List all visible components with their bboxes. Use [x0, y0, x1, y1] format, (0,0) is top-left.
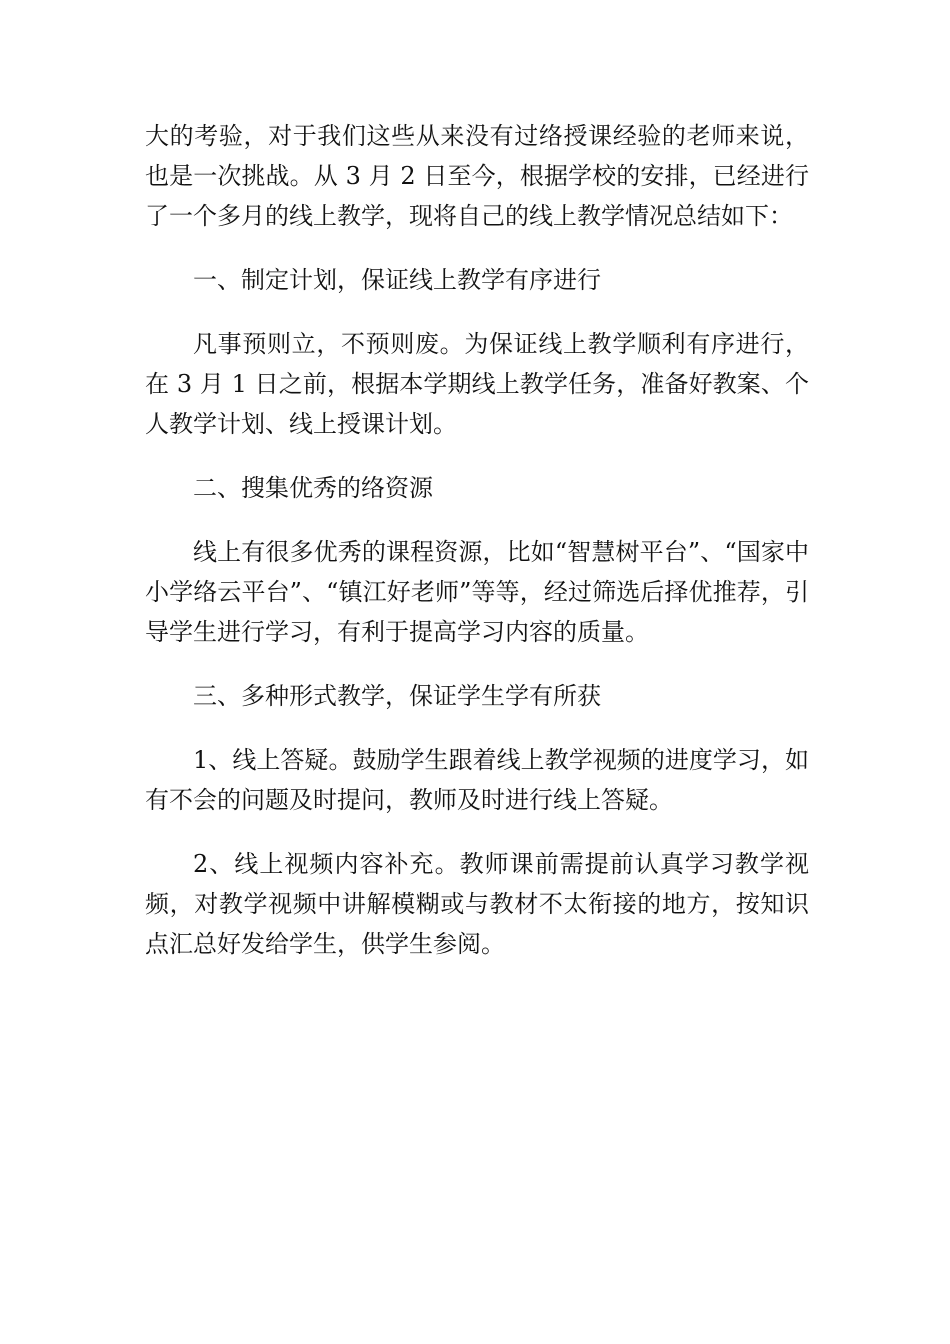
section-heading-1: 一、制定计划，保证线上教学有序进行 — [193, 266, 601, 294]
intro-paragraph: 大的考验，对于我们这些从来没有过络授课经验的老师来说，也是一次挑战。从 3 月 2 日至今，根据学校的安排，已经进行了一个多月的线上教学，现将自己的线上教学情况总结如下： — [145, 122, 809, 230]
body-paragraph-3: 1、线上答疑。鼓励学生跟着线上教学视频的进度学习，如有不会的问题及时提问，教师及时进行线上答疑。 — [145, 746, 809, 814]
section-heading-2: 二、搜集优秀的络资源 — [193, 474, 433, 502]
section-heading-3: 三、多种形式教学，保证学生学有所获 — [193, 682, 601, 710]
body-paragraph-4: 2、线上视频内容补充。教师课前需提前认真学习教学视频，对教学视频中讲解模糊或与教材不太衔接的地方，按知识点汇总好发给学生，供学生参阅。 — [145, 850, 809, 958]
body-paragraph-2: 线上有很多优秀的课程资源，比如“智慧树平台”、“国家中小学络云平台”、“镇江好老师”等等，经过筛选后择优推荐，引导学生进行学习，有利于提高学习内容的质量。 — [145, 538, 809, 646]
document-body — [145, 116, 809, 964]
body-paragraph-1: 凡事预则立，不预则废。为保证线上教学顺利有序进行，在 3 月 1 日之前，根据本学期线上教学任务，准备好教案、个人教学计划、线上授课计划。 — [145, 330, 809, 438]
